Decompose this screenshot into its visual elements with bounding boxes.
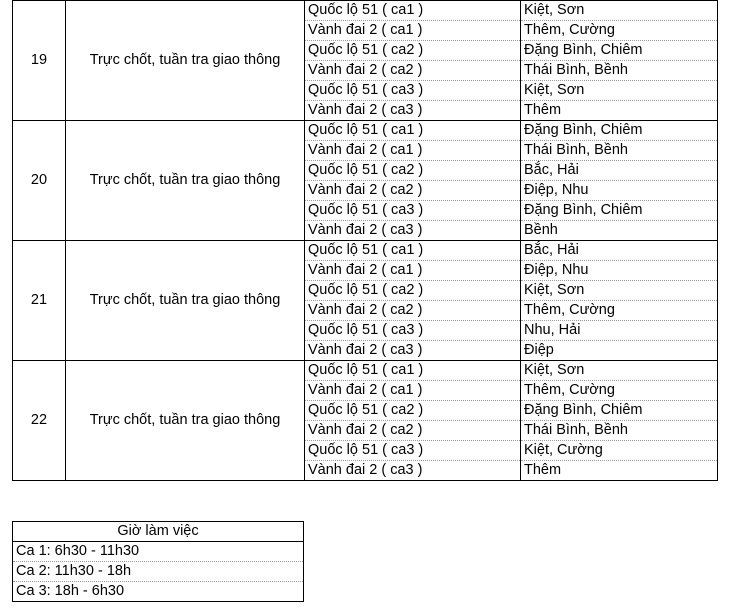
day-cell: 21 bbox=[13, 241, 66, 361]
route-cell: Quốc lộ 51 ( ca1 ) bbox=[305, 361, 521, 381]
route-cell: Quốc lộ 51 ( ca2 ) bbox=[305, 161, 521, 181]
table-row bbox=[13, 121, 718, 141]
route-cell: Vành đai 2 ( ca2 ) bbox=[305, 421, 521, 441]
route-cell: Vành đai 2 ( ca2 ) bbox=[305, 181, 521, 201]
route-cell: Quốc lộ 51 ( ca1 ) bbox=[305, 121, 521, 141]
task-cell: Trực chốt, tuần tra giao thông bbox=[66, 241, 305, 361]
staff-cell: Thêm, Cường bbox=[521, 21, 718, 41]
staff-cell: Đặng Bình, Chiêm bbox=[521, 401, 718, 421]
staff-cell: Bềnh bbox=[521, 221, 718, 241]
day-cell: 22 bbox=[13, 361, 66, 481]
route-cell: Quốc lộ 51 ( ca3 ) bbox=[305, 81, 521, 101]
staff-cell: Nhu, Hải bbox=[521, 321, 718, 341]
list-item bbox=[13, 562, 304, 582]
task-cell: Trực chốt, tuần tra giao thông bbox=[66, 121, 305, 241]
task-cell: Trực chốt, tuần tra giao thông bbox=[66, 361, 305, 481]
route-cell: Vành đai 2 ( ca1 ) bbox=[305, 141, 521, 161]
route-cell: Vành đai 2 ( ca3 ) bbox=[305, 461, 521, 481]
staff-cell: Đặng Bình, Chiêm bbox=[521, 41, 718, 61]
route-cell: Vành đai 2 ( ca1 ) bbox=[305, 381, 521, 401]
staff-cell: Điệp bbox=[521, 341, 718, 361]
staff-cell: Điệp, Nhu bbox=[521, 181, 718, 201]
staff-cell: Kiệt, Sơn bbox=[521, 281, 718, 301]
route-cell: Vành đai 2 ( ca1 ) bbox=[305, 261, 521, 281]
route-cell: Quốc lộ 51 ( ca2 ) bbox=[305, 401, 521, 421]
day-cell: 19 bbox=[13, 1, 66, 121]
route-cell: Vành đai 2 ( ca3 ) bbox=[305, 101, 521, 121]
staff-cell: Thái Bình, Bềnh bbox=[521, 421, 718, 441]
shift-hours: Ca 1: 6h30 - 11h30 bbox=[13, 542, 304, 562]
staff-cell: Bắc, Hải bbox=[521, 161, 718, 181]
staff-cell: Kiệt, Cường bbox=[521, 441, 718, 461]
staff-cell: Thêm, Cường bbox=[521, 381, 718, 401]
staff-cell: Điệp, Nhu bbox=[521, 261, 718, 281]
day-cell: 20 bbox=[13, 121, 66, 241]
route-cell: Quốc lộ 51 ( ca3 ) bbox=[305, 321, 521, 341]
list-item bbox=[13, 542, 304, 562]
staff-cell: Đặng Bình, Chiêm bbox=[521, 201, 718, 221]
route-cell: Vành đai 2 ( ca2 ) bbox=[305, 61, 521, 81]
list-item bbox=[13, 582, 304, 602]
working-hours-title: Giờ làm việc bbox=[117, 523, 199, 539]
staff-cell: Kiệt, Sơn bbox=[521, 81, 718, 101]
route-cell: Vành đai 2 ( ca1 ) bbox=[305, 21, 521, 41]
route-cell: Quốc lộ 51 ( ca3 ) bbox=[305, 201, 521, 221]
route-cell: Vành đai 2 ( ca2 ) bbox=[305, 301, 521, 321]
route-cell: Quốc lộ 51 ( ca1 ) bbox=[305, 1, 521, 21]
duty-schedule-table bbox=[12, 0, 718, 481]
staff-cell: Kiệt, Sơn bbox=[521, 1, 718, 21]
shift-hours: Ca 3: 18h - 6h30 bbox=[13, 582, 304, 602]
route-cell: Quốc lộ 51 ( ca3 ) bbox=[305, 441, 521, 461]
staff-cell: Thêm bbox=[521, 461, 718, 481]
shift-hours: Ca 2: 11h30 - 18h bbox=[13, 562, 304, 582]
route-cell: Quốc lộ 51 ( ca1 ) bbox=[305, 241, 521, 261]
table-row bbox=[13, 1, 718, 21]
table-row bbox=[13, 361, 718, 381]
staff-cell: Kiệt, Sơn bbox=[521, 361, 718, 381]
staff-cell: Thái Bình, Bềnh bbox=[521, 141, 718, 161]
task-cell: Trực chốt, tuần tra giao thông bbox=[66, 1, 305, 121]
staff-cell: Đặng Bình, Chiêm bbox=[521, 121, 718, 141]
working-hours-table bbox=[12, 521, 304, 602]
route-cell: Vành đai 2 ( ca3 ) bbox=[305, 341, 521, 361]
staff-cell: Thái Bình, Bềnh bbox=[521, 61, 718, 81]
route-cell: Quốc lộ 51 ( ca2 ) bbox=[305, 281, 521, 301]
staff-cell: Thêm, Cường bbox=[521, 301, 718, 321]
staff-cell: Bắc, Hải bbox=[521, 241, 718, 261]
table-row bbox=[13, 241, 718, 261]
staff-cell: Thêm bbox=[521, 101, 718, 121]
route-cell: Vành đai 2 ( ca3 ) bbox=[305, 221, 521, 241]
route-cell: Quốc lộ 51 ( ca2 ) bbox=[305, 41, 521, 61]
